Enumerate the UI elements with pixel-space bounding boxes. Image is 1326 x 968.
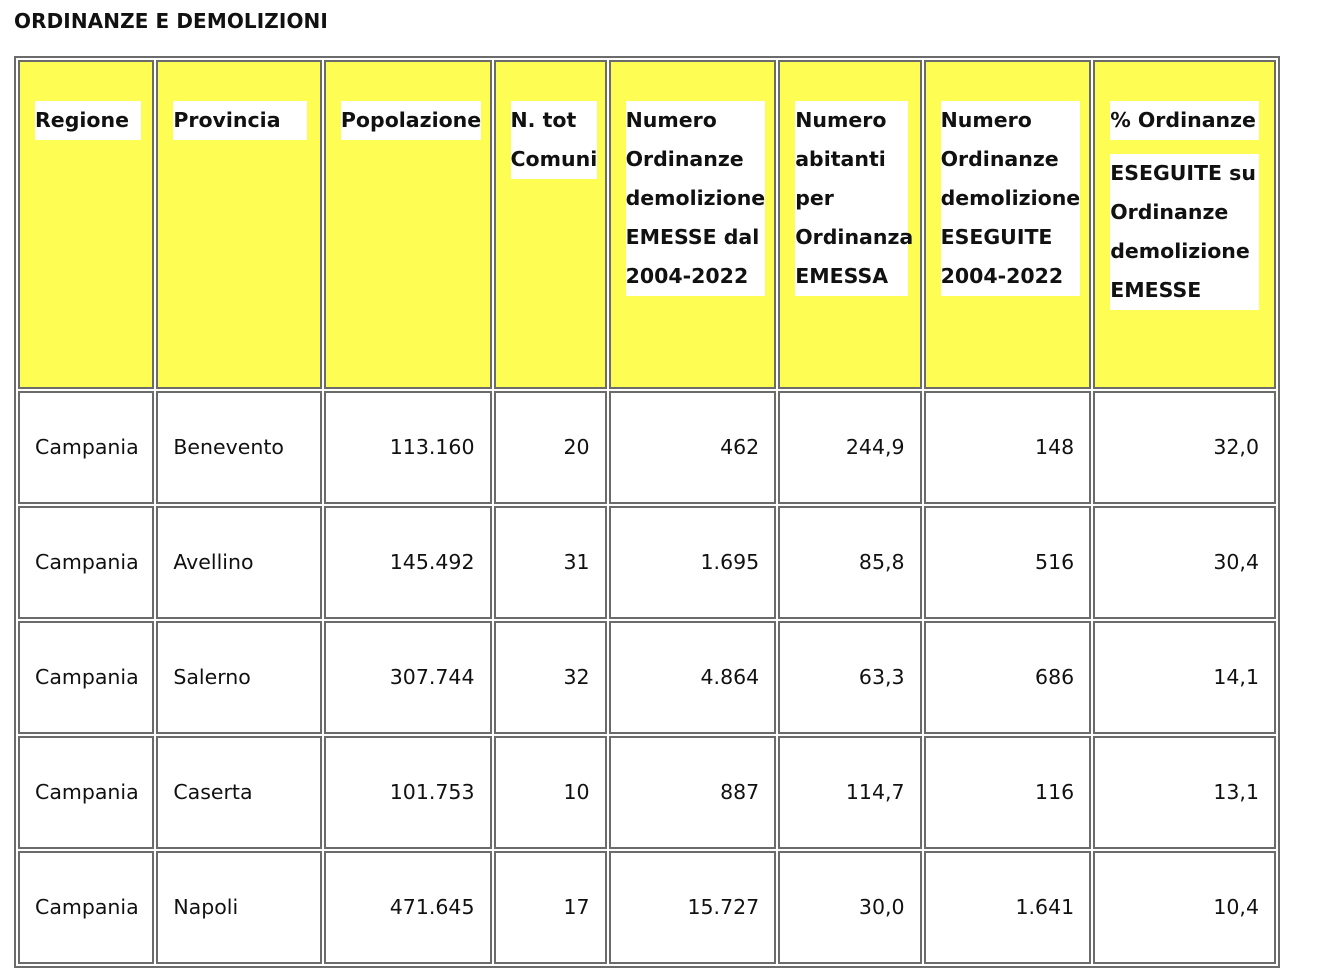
header-percentuale-rest: ESEGUITE su Ordinanze demolizione EMESSE xyxy=(1110,154,1259,310)
table-row xyxy=(18,621,1276,734)
cell-percentuale: 10,4 xyxy=(1093,851,1276,964)
cell-popolazione: 471.645 xyxy=(324,851,492,964)
cell-percentuale: 13,1 xyxy=(1093,736,1276,849)
cell-emesse: 4.864 xyxy=(609,621,777,734)
header-eseguite xyxy=(924,60,1092,389)
ordinanze-table xyxy=(14,56,1280,968)
cell-provincia: Avellino xyxy=(156,506,322,619)
header-regione xyxy=(18,60,154,389)
cell-abitanti: 30,0 xyxy=(778,851,921,964)
header-comuni xyxy=(494,60,607,389)
cell-regione: Campania xyxy=(18,506,154,619)
cell-regione: Campania xyxy=(18,621,154,734)
header-row xyxy=(18,60,1276,389)
cell-comuni: 10 xyxy=(494,736,607,849)
cell-emesse: 887 xyxy=(609,736,777,849)
cell-provincia: Napoli xyxy=(156,851,322,964)
header-emesse xyxy=(609,60,777,389)
header-provincia xyxy=(156,60,322,389)
header-provincia-label: Provincia xyxy=(173,101,307,140)
cell-popolazione: 307.744 xyxy=(324,621,492,734)
cell-provincia: Salerno xyxy=(156,621,322,734)
cell-popolazione: 101.753 xyxy=(324,736,492,849)
header-percentuale-gap xyxy=(1110,140,1259,154)
cell-regione: Campania xyxy=(18,736,154,849)
cell-abitanti: 244,9 xyxy=(778,391,921,504)
cell-provincia: Benevento xyxy=(156,391,322,504)
cell-eseguite: 116 xyxy=(924,736,1092,849)
cell-percentuale: 14,1 xyxy=(1093,621,1276,734)
cell-emesse: 1.695 xyxy=(609,506,777,619)
header-regione-label: Regione xyxy=(35,101,141,140)
table-row xyxy=(18,736,1276,849)
cell-abitanti: 114,7 xyxy=(778,736,921,849)
cell-percentuale: 32,0 xyxy=(1093,391,1276,504)
header-popolazione-label: Popolazione xyxy=(341,101,481,140)
table-row xyxy=(18,506,1276,619)
table-row xyxy=(18,851,1276,964)
header-comuni-label: N. tot Comuni xyxy=(511,101,598,179)
cell-eseguite: 516 xyxy=(924,506,1092,619)
header-percentuale-label xyxy=(1110,101,1259,310)
cell-eseguite: 148 xyxy=(924,391,1092,504)
header-abitanti xyxy=(778,60,921,389)
cell-comuni: 31 xyxy=(494,506,607,619)
cell-popolazione: 145.492 xyxy=(324,506,492,619)
cell-regione: Campania xyxy=(18,851,154,964)
header-eseguite-label: Numero Ordinanze demolizione ESEGUITE 2004-2022 xyxy=(941,101,1081,296)
header-abitanti-label: Numero abitanti per Ordinanza EMESSA xyxy=(795,101,908,296)
cell-popolazione: 113.160 xyxy=(324,391,492,504)
cell-comuni: 32 xyxy=(494,621,607,734)
header-percentuale-line1: % Ordinanze xyxy=(1110,108,1256,132)
cell-abitanti: 63,3 xyxy=(778,621,921,734)
header-percentuale xyxy=(1093,60,1276,389)
header-emesse-label: Numero Ordinanze demolizione EMESSE dal 2004-2022 xyxy=(626,101,766,296)
cell-regione: Campania xyxy=(18,391,154,504)
cell-emesse: 462 xyxy=(609,391,777,504)
cell-percentuale: 30,4 xyxy=(1093,506,1276,619)
cell-eseguite: 686 xyxy=(924,621,1092,734)
page-title: ORDINANZE E DEMOLIZIONI xyxy=(14,9,328,33)
header-popolazione xyxy=(324,60,492,389)
cell-abitanti: 85,8 xyxy=(778,506,921,619)
table-row xyxy=(18,391,1276,504)
cell-emesse: 15.727 xyxy=(609,851,777,964)
cell-provincia: Caserta xyxy=(156,736,322,849)
cell-comuni: 17 xyxy=(494,851,607,964)
cell-eseguite: 1.641 xyxy=(924,851,1092,964)
cell-comuni: 20 xyxy=(494,391,607,504)
